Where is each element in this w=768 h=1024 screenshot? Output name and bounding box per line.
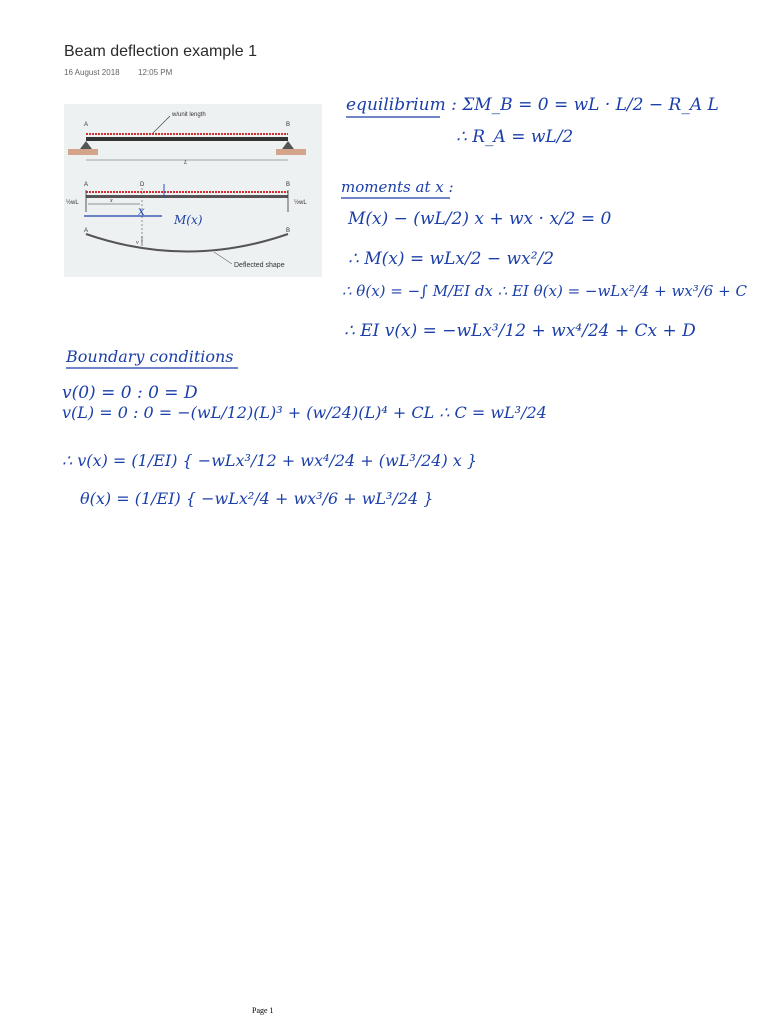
- deflected-b-label: B: [286, 228, 291, 234]
- moment-expression: ∴ M(x) = wLx/2 − wx²/2: [348, 249, 555, 269]
- page-date: 16 August 2018: [64, 68, 120, 77]
- equilibrium-equation: equilibrium : ΣM_B = 0 = wL · L/2 − R_A L: [346, 95, 719, 115]
- boundary-heading: Boundary conditions: [66, 347, 234, 366]
- moment-equilibrium: M(x) − (wL/2) x + wx · x/2 = 0: [348, 209, 612, 229]
- support-a-label: A: [84, 122, 89, 128]
- v-label: v: [136, 240, 139, 246]
- page-number: Page 1: [252, 1006, 274, 1015]
- span-label: L: [184, 160, 188, 166]
- fbd-a-label: A: [84, 182, 89, 188]
- reaction-left-label: ½wL: [66, 200, 79, 206]
- deflected-a-label: A: [84, 228, 89, 234]
- boundary-vl: v(L) = 0 : 0 = −(wL/12)(L)³ + (w/24)(L)⁴ + CL ∴ C = wL³/24: [62, 403, 547, 422]
- moments-heading: moments at x :: [341, 178, 454, 196]
- load-label: w/unit length: [172, 112, 206, 118]
- point-d-label: D: [140, 182, 145, 188]
- support-b-label: B: [286, 122, 291, 128]
- handwritten-moment-label: M(x): [174, 213, 203, 227]
- page-time: 12:05 PM: [138, 68, 173, 77]
- boundary-v0: v(0) = 0 : 0 = D: [62, 383, 198, 403]
- slope-integration: ∴ θ(x) = −∫ M/EI dx ∴ EI θ(x) = −wLx²/4 + wx³/6 + C: [342, 282, 747, 300]
- fbd-b-label: B: [286, 182, 291, 188]
- page-title: Beam deflection example 1: [64, 43, 257, 60]
- deflection-solution: ∴ v(x) = (1/EI) { −wLx³/12 + wx⁴/24 + (wL³/24) x }: [62, 451, 478, 470]
- reaction-equation: ∴ R_A = wL/2: [456, 127, 574, 147]
- handwritten-x-label: x: [138, 204, 145, 218]
- reaction-right-label: ½wL: [294, 200, 307, 206]
- deflected-shape-label: Deflected shape: [234, 262, 285, 269]
- deflection-general: ∴ EI v(x) = −wLx³/12 + wx⁴/24 + Cx + D: [344, 321, 696, 341]
- slope-solution: θ(x) = (1/EI) { −wLx²/4 + wx³/6 + wL³/24 }: [80, 489, 434, 508]
- x-dimension-label: x: [110, 198, 113, 204]
